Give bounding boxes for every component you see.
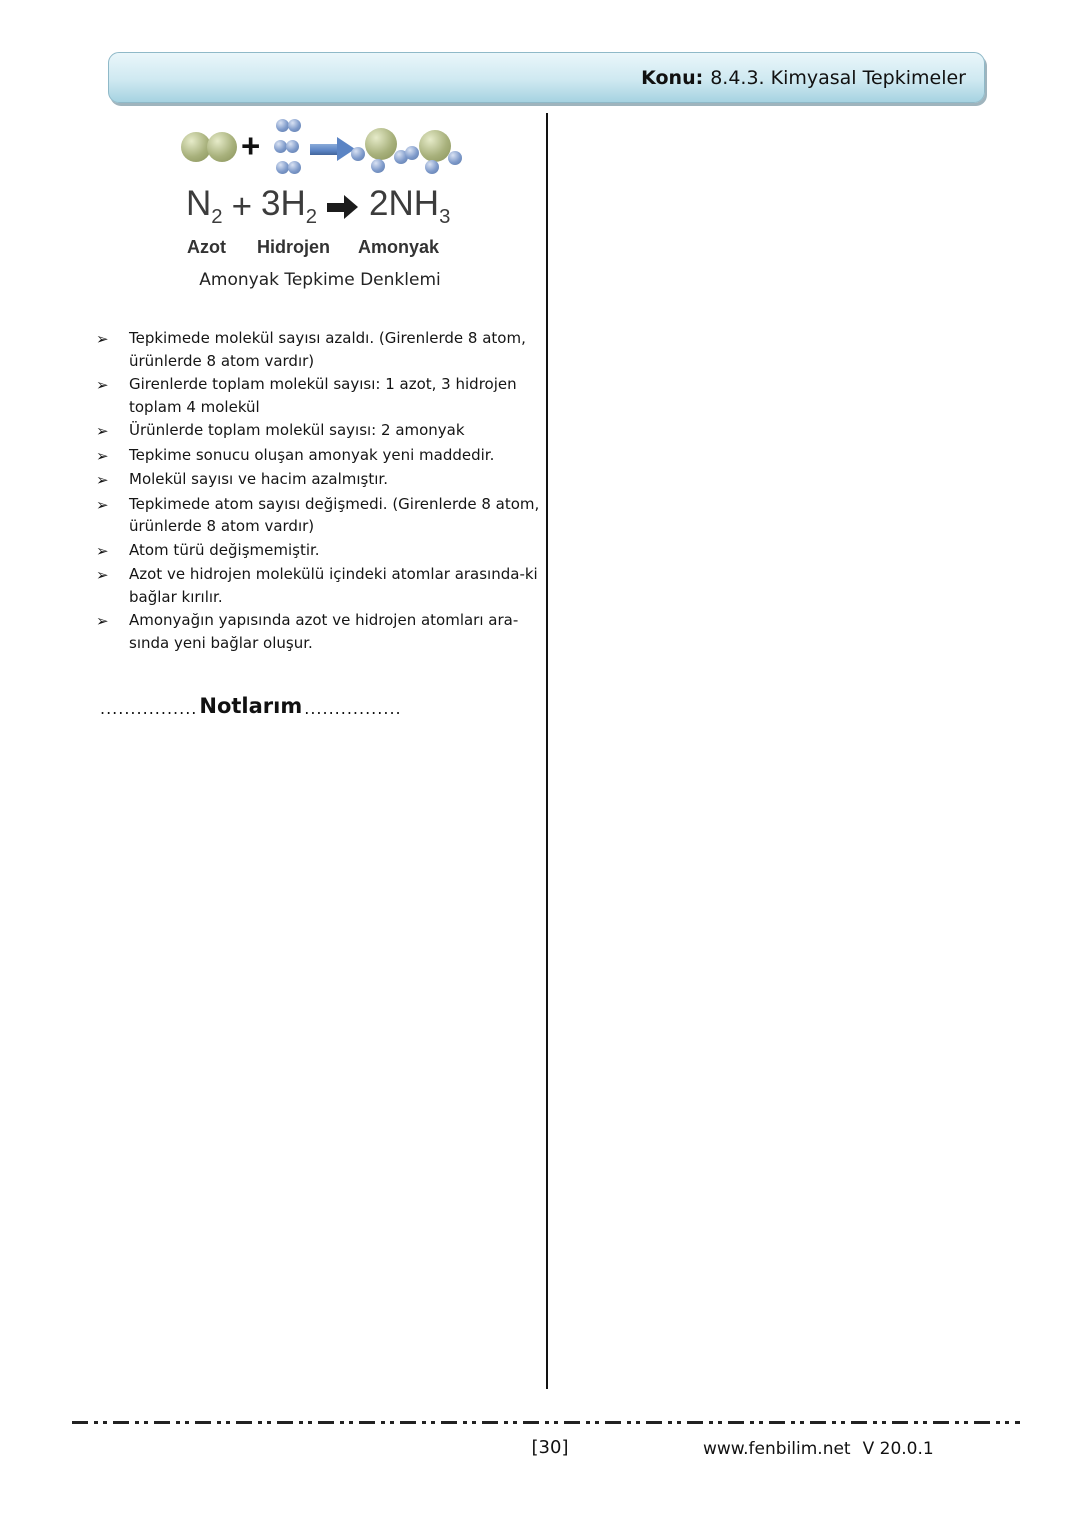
equation-arrow-icon — [327, 194, 359, 220]
list-item — [96, 373, 548, 418]
list-item-text: Molekül sayısı ve hacim azalmıştır. — [129, 470, 388, 488]
footer-divider — [72, 1421, 1020, 1424]
topic-title: 8.4.3. Kimyasal Tepkimeler — [710, 66, 966, 89]
list-item — [96, 327, 548, 372]
arrow-bullet-icon: ➢ — [96, 566, 109, 584]
hydrogen-atom-icon — [405, 146, 419, 160]
nitrogen-atom-icon — [365, 128, 397, 160]
reactant-h2: $3H_2$ — [261, 184, 318, 228]
reaction-arrow-icon — [310, 137, 356, 161]
arrow-bullet-icon: ➢ — [96, 495, 109, 514]
label-hidrojen: Hidrojen — [257, 237, 331, 257]
list-item — [96, 563, 548, 608]
topic-label: Konu: — [641, 66, 704, 89]
notes-label: Notlarım — [199, 694, 303, 718]
arrow-bullet-icon: ➢ — [96, 612, 109, 630]
arrow-bullet-icon: ➢ — [96, 471, 109, 489]
hydrogen-atom-icon — [286, 140, 299, 153]
hydrogen-atom-icon — [448, 151, 462, 165]
chemical-equation — [186, 184, 486, 229]
footer-site — [703, 1439, 934, 1459]
notes-dots-left: ................ — [100, 699, 198, 718]
list-item — [96, 539, 548, 563]
arrow-bullet-icon: ➢ — [96, 330, 109, 348]
hydrogen-atom-icon — [425, 160, 439, 174]
page-number: [30] — [531, 1437, 569, 1458]
nitrogen-atom-icon — [207, 132, 237, 162]
label-amonyak: Amonyak — [358, 237, 440, 257]
list-item — [96, 609, 548, 654]
product-nh3: $2NH_3$ — [369, 184, 451, 228]
figure-caption: Amonyak Tepkime Denklemi — [199, 270, 441, 290]
list-item — [96, 493, 548, 538]
hydrogen-atom-icon — [371, 159, 385, 173]
topic-header-bar — [108, 52, 985, 103]
column-divider — [546, 113, 548, 1389]
list-item — [96, 444, 548, 468]
list-item-text: Amonyağın yapısında azot ve hidrojen atomları ara-sında yeni bağlar oluşur. — [129, 611, 519, 652]
arrow-bullet-icon: ➢ — [96, 541, 109, 560]
bullet-list — [96, 327, 548, 655]
list-item-text: Atom türü değişmemiştir. — [129, 540, 320, 559]
label-azot: Azot — [187, 237, 226, 257]
site-url: www.fenbilim.net — [703, 1439, 851, 1459]
list-item-text: Girenlerde toplam molekül sayısı: 1 azot, 3 hidrojen toplam 4 molekül — [129, 375, 517, 416]
notes-dots-right: ................ — [304, 699, 402, 718]
list-item-text: Ürünlerde toplam molekül sayısı: 2 amonyak — [129, 421, 465, 439]
version-label: V 20.0.1 — [862, 1439, 934, 1459]
reactant-n2: $N_2$ — [186, 184, 223, 228]
hydrogen-atom-icon — [351, 147, 365, 161]
nitrogen-atom-icon — [419, 130, 451, 162]
list-item — [96, 468, 548, 492]
arrow-bullet-icon: ➢ — [96, 422, 109, 440]
notes-heading — [100, 694, 402, 718]
equation-plus: + — [231, 186, 253, 226]
arrow-bullet-icon: ➢ — [96, 446, 109, 465]
hydrogen-atom-icon — [288, 119, 301, 132]
list-item-text: Azot ve hidrojen molekülü içindeki atomlar arasında-ki bağlar kırılır. — [129, 565, 538, 606]
list-item-text: Tepkime sonucu oluşan amonyak yeni maddedir. — [129, 445, 495, 464]
arrow-bullet-icon: ➢ — [96, 376, 109, 394]
list-item — [96, 419, 548, 443]
plus-sign: + — [241, 127, 261, 164]
list-item-text: Tepkimede atom sayısı değişmedi. (Girenlerde 8 atom, ürünlerde 8 atom vardır) — [129, 494, 540, 535]
hydrogen-atom-icon — [288, 161, 301, 174]
list-item-text: Tepkimede molekül sayısı azaldı. (Girenlerde 8 atom, ürünlerde 8 atom vardır) — [129, 329, 526, 370]
